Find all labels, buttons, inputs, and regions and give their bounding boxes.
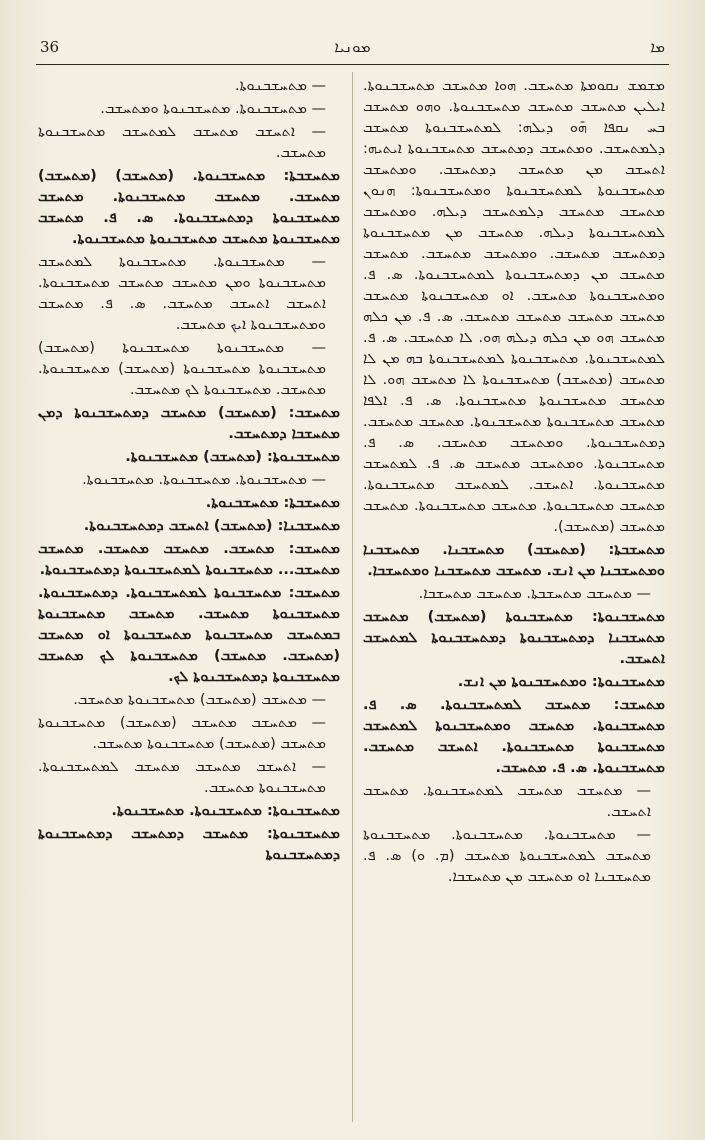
- dictionary-entry: — ܡܬܚܫܒ ܡܬܚܫܒ (ܡܬܚܫܒ) ܡܬܚܫܒܢܘܬܐ ܡܬܚܫܒ (ܡܬܚܫܒ) ܡܬܚܫܒܢܘܬܐ ܡܬܚܫܒ.: [38, 715, 326, 752]
- dictionary-entry: — ܡܬܚܫܒܢܘܬܐ.: [235, 78, 326, 94]
- section-letters: ܡܐ: [650, 38, 665, 56]
- dictionary-entry: — ܡܬܚܫܒ ܡܬܚܫܒ ܠܡܬܚܫܒܢܘܬܐ. ܡܬܚܫܒ ܐܬܚܫܒ.: [363, 783, 651, 820]
- dictionary-entry: ܡܬܚܫܒܢܘܬܐ: ܘܡܬܚܫܒܢܘܬܐ ܡܢ ܐܢܫ.: [457, 674, 665, 690]
- left-column: [38, 76, 340, 1116]
- header-rule: [36, 64, 669, 65]
- running-head: ܡܘܢܝܐ: [334, 38, 371, 56]
- dictionary-entry: ܡܬܚܫܒܢܘܬܐ: ܡܬܚܫܒܢܘܬܐ. ܡܬܚܫܒܢܘܬܐ.: [111, 803, 340, 819]
- dictionary-entry: ܡܬܚܫܒܢܘܬܐ: ܡܬܚܫܒܢܘܬܐ (ܡܬܚܫܒ) ܡܬܚܫܒ ܡܬܚܫܒܢܐ ܕܡܬܚܫܒܢܘܬܐ ܕܡܬܚܫܒܢܘܬܐ ܠܡܬܚܫܒ ܐܬܚܫܒ.: [363, 609, 665, 667]
- dictionary-entry: — ܡܬܚܫܒܢܘܬܐ ܡܬܚܫܒܢܘܬܐ (ܡܬܚܫܒ) ܡܬܚܫܒܢܘܬܐ ܡܬܚܫܒܢܘܬܐ (ܡܬܚܫܒ) ܡܬܚܫܒܢܘܬܐ. ܡܬܚܫܒ. ܡܬܚܫܒܢܘܬܐ ܠܟ ܡܬܚܫܒ.: [38, 340, 326, 398]
- column-divider: [352, 72, 353, 1122]
- right-column: [363, 76, 665, 1116]
- dictionary-entry: ܡܬܚܫܒ: ܡܬܚܫܒ. ܡܬܚܫܒ ܡܬܚܫܒ. ܡܬܚܫܒ ܡܬܚܫܒ... ܡܬܚܫܒܢܘܬܐ ܠܡܬܚܫܒܢܘܬܐ ܕܡܬܚܫܒܢܘܬܐ.: [38, 541, 340, 578]
- dictionary-entry: — ܐܬܚܫܒ ܡܬܚܫܒ ܠܡܬܚܫܒ ܡܬܚܫܒܢܘܬܐ ܡܬܚܫܒ.: [38, 124, 326, 161]
- dictionary-entry: ܡܬܚܫܒܢܐ: (ܡܬܚܫܒ) ܐܬܚܫܒ ܕܡܬܚܫܒܢܘܬܐ.: [83, 518, 340, 534]
- dictionary-entry: ܡܬܚܫܒܬܐ: (ܡܬܚܫܒ) ܡܬܚܫܒܢܐ. ܡܬܚܫܒܢܐ ܘܡܬܚܫܒܢܐ ܡܢ ܐܢܫ. ܡܬܚܫܒ ܡܬܚܫܒܢܐ ܘܡܬܚܫܒܐ.: [363, 542, 665, 579]
- dictionary-entry: ܡܬܚܫܒ: (ܡܬܚܫܒ) ܡܬܚܫܒ ܕܡܬܚܫܒܢܘܬܐ ܕܡܢ ܡܬܚܫܒܐ ܕܡܬܚܫܒ.: [38, 405, 340, 442]
- page-number: 36: [40, 38, 60, 56]
- dictionary-entry: — ܡܬܚܫܒܢܘܬܐ. ܡܬܚܫܒܢܘܬܐ. ܡܬܚܫܒܢܘܬܐ.: [82, 472, 326, 488]
- dictionary-entry: ܡܫܡܫ ܢܩܘܡܬܐ ܡܬܚܫܒ. ܗܘܐ ܡܬܚܫܒ ܡܬܚܫܒܢܘܬܐ. ܐܝܠܝܢ ܡܬܚܫܒ ܡܬܚܫܒ ܡܬܚܫܒܢܘܬܐ. ܘܗܘ ܡܬܚܫܒ ܒܚ ܢܩܦܐ ܗ̄ܘ ܕܝܠܗ: ܠܡܬܚܫܒܢܘܬܐ ܡܬܚܫܒ ܕܠܡܬܚܫܒ. ܘܡܬܚܫܒ ܕܡܬܚܫܒ ܡܬܚܫܒܢܘܬܐ ܐܝܬܝܗ: ܐܬܚܫܒ ܡܢ ܡܬܚܫܒ ܕܡܬܚܫܒ. ܘܡܬܚܫܒ ܡܬܚܫܒܢܘܬܐ ܠܡܬܚܫܒܢܘܬܐ ܘܡܬܚܫܒܢܘܬܐ: ܗܢܘܢ ܡܬܚܫܒ ܡܬܚܫܒ ܕܠܡܬܚܫܒ ܕܝܠܗ. ܘܡܬܚܫܒ ܠܡܬܚܫܒܢܘܬܐ ܕܝܠܗ. ܡܬܚܫܒ ܡܢ ܡܬܚܫܒܢܘܬܐ ܕܡܬܚܫܒ ܡܬܚܫܒ. ܘܡܬܚܫܒ ܡܬܚܫܒ. ܡܬܚܫܒ ܡܬܚܫܒ ܡܢ ܕܡܬܚܫܒܢܘܬܐ ܠܡܬܚܫܒܢܘܬܐ. ܣ. ܦ. ܘܡܬܚܫܒܢܘܬܐ ܡܬܚܫܒ. ܐܘ ܡܬܚܫܒܢܘܬܐ ܡܬܚܫܒ ܡܬܚܫܒ ܡܬܚܫܒ ܡܬܚܫܒ ܡܬܚܫܒ. ܣ. ܦ. ܡܢ ܟܠܗ ܡܬܚܫܒ ܗܘ ܡܢ ܟܠܗ ܕܝܠܗ ܗܘ. ܠܐ ܡܬܚܫܒ. ܣ. ܦ. ܠܡܬܚܫܒܢܘܬܐ. ܡܬܚܫܒܢܘܬܐ ܠܡܬܚܫܒܢܘܬܐ ܒܗ ܡܢ ܠܐ ܡܬܚܫܒ (ܡܬܚܫܒ) ܡܬܚܫܒܢܘܬܐ ܠܐ ܡܬܚܫܒ ܗܘ. ܠܐ ܡܬܚܫܒ ܡܬܚܫܒܢܘܬܐ ܡܬܚܫܒܢܘܬܐ. ܣ. ܦ. ܐܠܦܐ ܡܬܚܫܒ ܡܬܚܫܒܢܘܬܐ ܡܬܚܫܒܢܘܬܐ. ܡܬܚܫܒ ܡܬܚܫܒ. ܕܡܬܚܫܒܢܘܬܐ. ܘܡܬܚܫܒ ܡܬܚܫܒ. ܣ. ܦ. ܡܬܚܫܒܢܘܬܐ. ܘܡܬܚܫܒ ܡܬܚܫܒ ܣ. ܦ. ܠܡܬܚܫܒ ܡܬܚܫܒܢܘܬܐ. ܐܬܚܫܒ. ܠܡܬܚܫܒ ܡܬܚܫܒܢܘܬܐ. ܡܬܚܫܒ ܡܬܚܫܒܢܘܬܐ. ܡܬܚܫܒ ܡܬܚܫܒܢܘܬܐ. ܡܬܚܫܒ ܡܬܚܫܒ (ܡܬܚܫܒ).: [363, 78, 665, 535]
- dictionary-entry: — ܡܬܚܫܒܢܘܬܐ. ܡܬܚܫܒܢܘܬܐ ܘܡܬܚܫܒ.: [100, 101, 326, 117]
- dictionary-entry: ܡܬܚܫܒ: ܡܬܚܫܒܢܘܬܐ ܠܡܬܚܫܒܢܘܬܐ. ܕܡܬܚܫܒܢܘܬܐ. ܡܬܚܫܒܢܘܬܐ ܡܬܚܫܒ. ܡܬܚܫܒ ܡܬܚܫܒܢܘܬܐ ܒܡܬܚܫܒ ܡܬܚܫܒܢܘܬܐ ܡܬܚܫܒܢܘܬܐ ܐܘ ܡܬܚܫܒ (ܡܬܚܫܒ. ܡܬܚܫܒ) ܡܬܚܫܒܢܘܬܐ ܠܟ ܡܬܚܫܒ ܡܬܚܫܒܢܘܬܐ ܕܡܬܚܫܒܢܘܬܐ ܠܟ.: [38, 585, 340, 685]
- dictionary-entry: ܡܬܚܫܒܬܐ: ܡܬܚܫܒܢܘܬܐ. (ܡܬܚܫܒ) (ܡܬܚܫܒ) ܡܬܚܫܒ. ܡܬܚܫܒ ܡܬܚܫܒܢܘܬܐ. ܡܬܚܫܒ ܡܬܚܫܒܢܘܬܐ ܕܡܬܚܫܒܢܘܬܐ. ܣ. ܦ. ܡܬܚܫܒ ܡܬܚܫܒܢܘܬܐ ܡܬܚܫܒ ܡܬܚܫܒܢܘܬܐ ܡܬܚܫܒܢܘܬܐ.: [38, 168, 340, 247]
- dictionary-entry: — ܡܬܚܫܒܢܘܬܐ. ܡܬܚܫܒܢܘܬܐ ܠܡܬܚܫܒ ܡܬܚܫܒܢܘܬܐ ܘܡܢ ܡܬܚܫܒ ܡܬܚܫܒ ܡܬܚܫܒܢܘܬܐ. ܐܬܚܫܒ ܐܬܚܫܒ ܡܬܚܫܒ. ܣ. ܦ. ܡܬܚܫܒ ܘܡܬܚܫܒܢܘܬܐ ܐܝܟ ܡܬܚܫܒ.: [38, 254, 326, 333]
- dictionary-entry: ܡܬܚܫܒܬܐ: ܡܬܚܫܒܢܘܬܐ.: [205, 495, 340, 511]
- dictionary-entry: — ܐܬܚܫܒ ܡܬܚܫܒ ܡܬܚܫܒ ܠܡܬܚܫܒܢܘܬܐ. ܡܬܚܫܒܢܘܬܐ ܡܬܚܫܒ.: [38, 759, 326, 796]
- dictionary-entry: ܡܬܚܫܒܢܘܬܐ: (ܡܬܚܫܒ) ܡܬܚܫܒܢܘܬܐ.: [125, 449, 340, 465]
- dictionary-entry: — ܡܬܚܫܒܢܘܬܐ. ܡܬܚܫܒܢܘܬܐ. ܡܬܚܫܒܢܘܬܐ ܡܬܚܫܒ ܠܡܬܚܫܒܢܘܬܐ ܡܬܚܫܒ (ܡ. ܘ) ܣ. ܦ. ܡܬܚܫܒܢܐ ܐܘ ܡܬܚܫܒ ܡܢ ܡܬܚܫܒܐ.: [363, 827, 651, 885]
- page-header: [40, 38, 665, 62]
- dictionary-entry: ܡܬܚܫܒ: ܡܬܚܫܒ ܠܡܬܚܫܒܢܘܬܐ. ܣ. ܦ. ܡܬܚܫܒܢܘܬܐ. ܡܬܚܫܒ ܘܡܬܚܫܒܢܘܬܐ ܠܡܬܚܫܒ ܡܬܚܫܒܢܘܬܐ ܡܬܚܫܒܢܘܬܐ. ܐܬܚܫܒ ܡܬܚܫܒ. ܡܬܚܫܒܢܘܬܐ. ܣ. ܦ. ܡܬܚܫܒ.: [363, 697, 665, 776]
- dictionary-entry: — ܡܬܚܫܒ ܡܬܚܫܒܬܐ. ܡܬܚܫܒ ܡܬܚܫܒܐ.: [418, 586, 651, 602]
- dictionary-entry: — ܡܬܚܫܒ (ܡܬܚܫܒ) ܡܬܚܫܒܢܘܬܐ ܡܬܚܫܒ.: [73, 692, 326, 708]
- dictionary-entry: ܡܬܚܫܒܢܘܬܐ: ܡܬܚܫܒ ܕܡܬܚܫܒ ܕܡܬܚܫܒܢܘܬܐ ܕܡܬܚܫܒܢܘܬܐ: [38, 826, 340, 863]
